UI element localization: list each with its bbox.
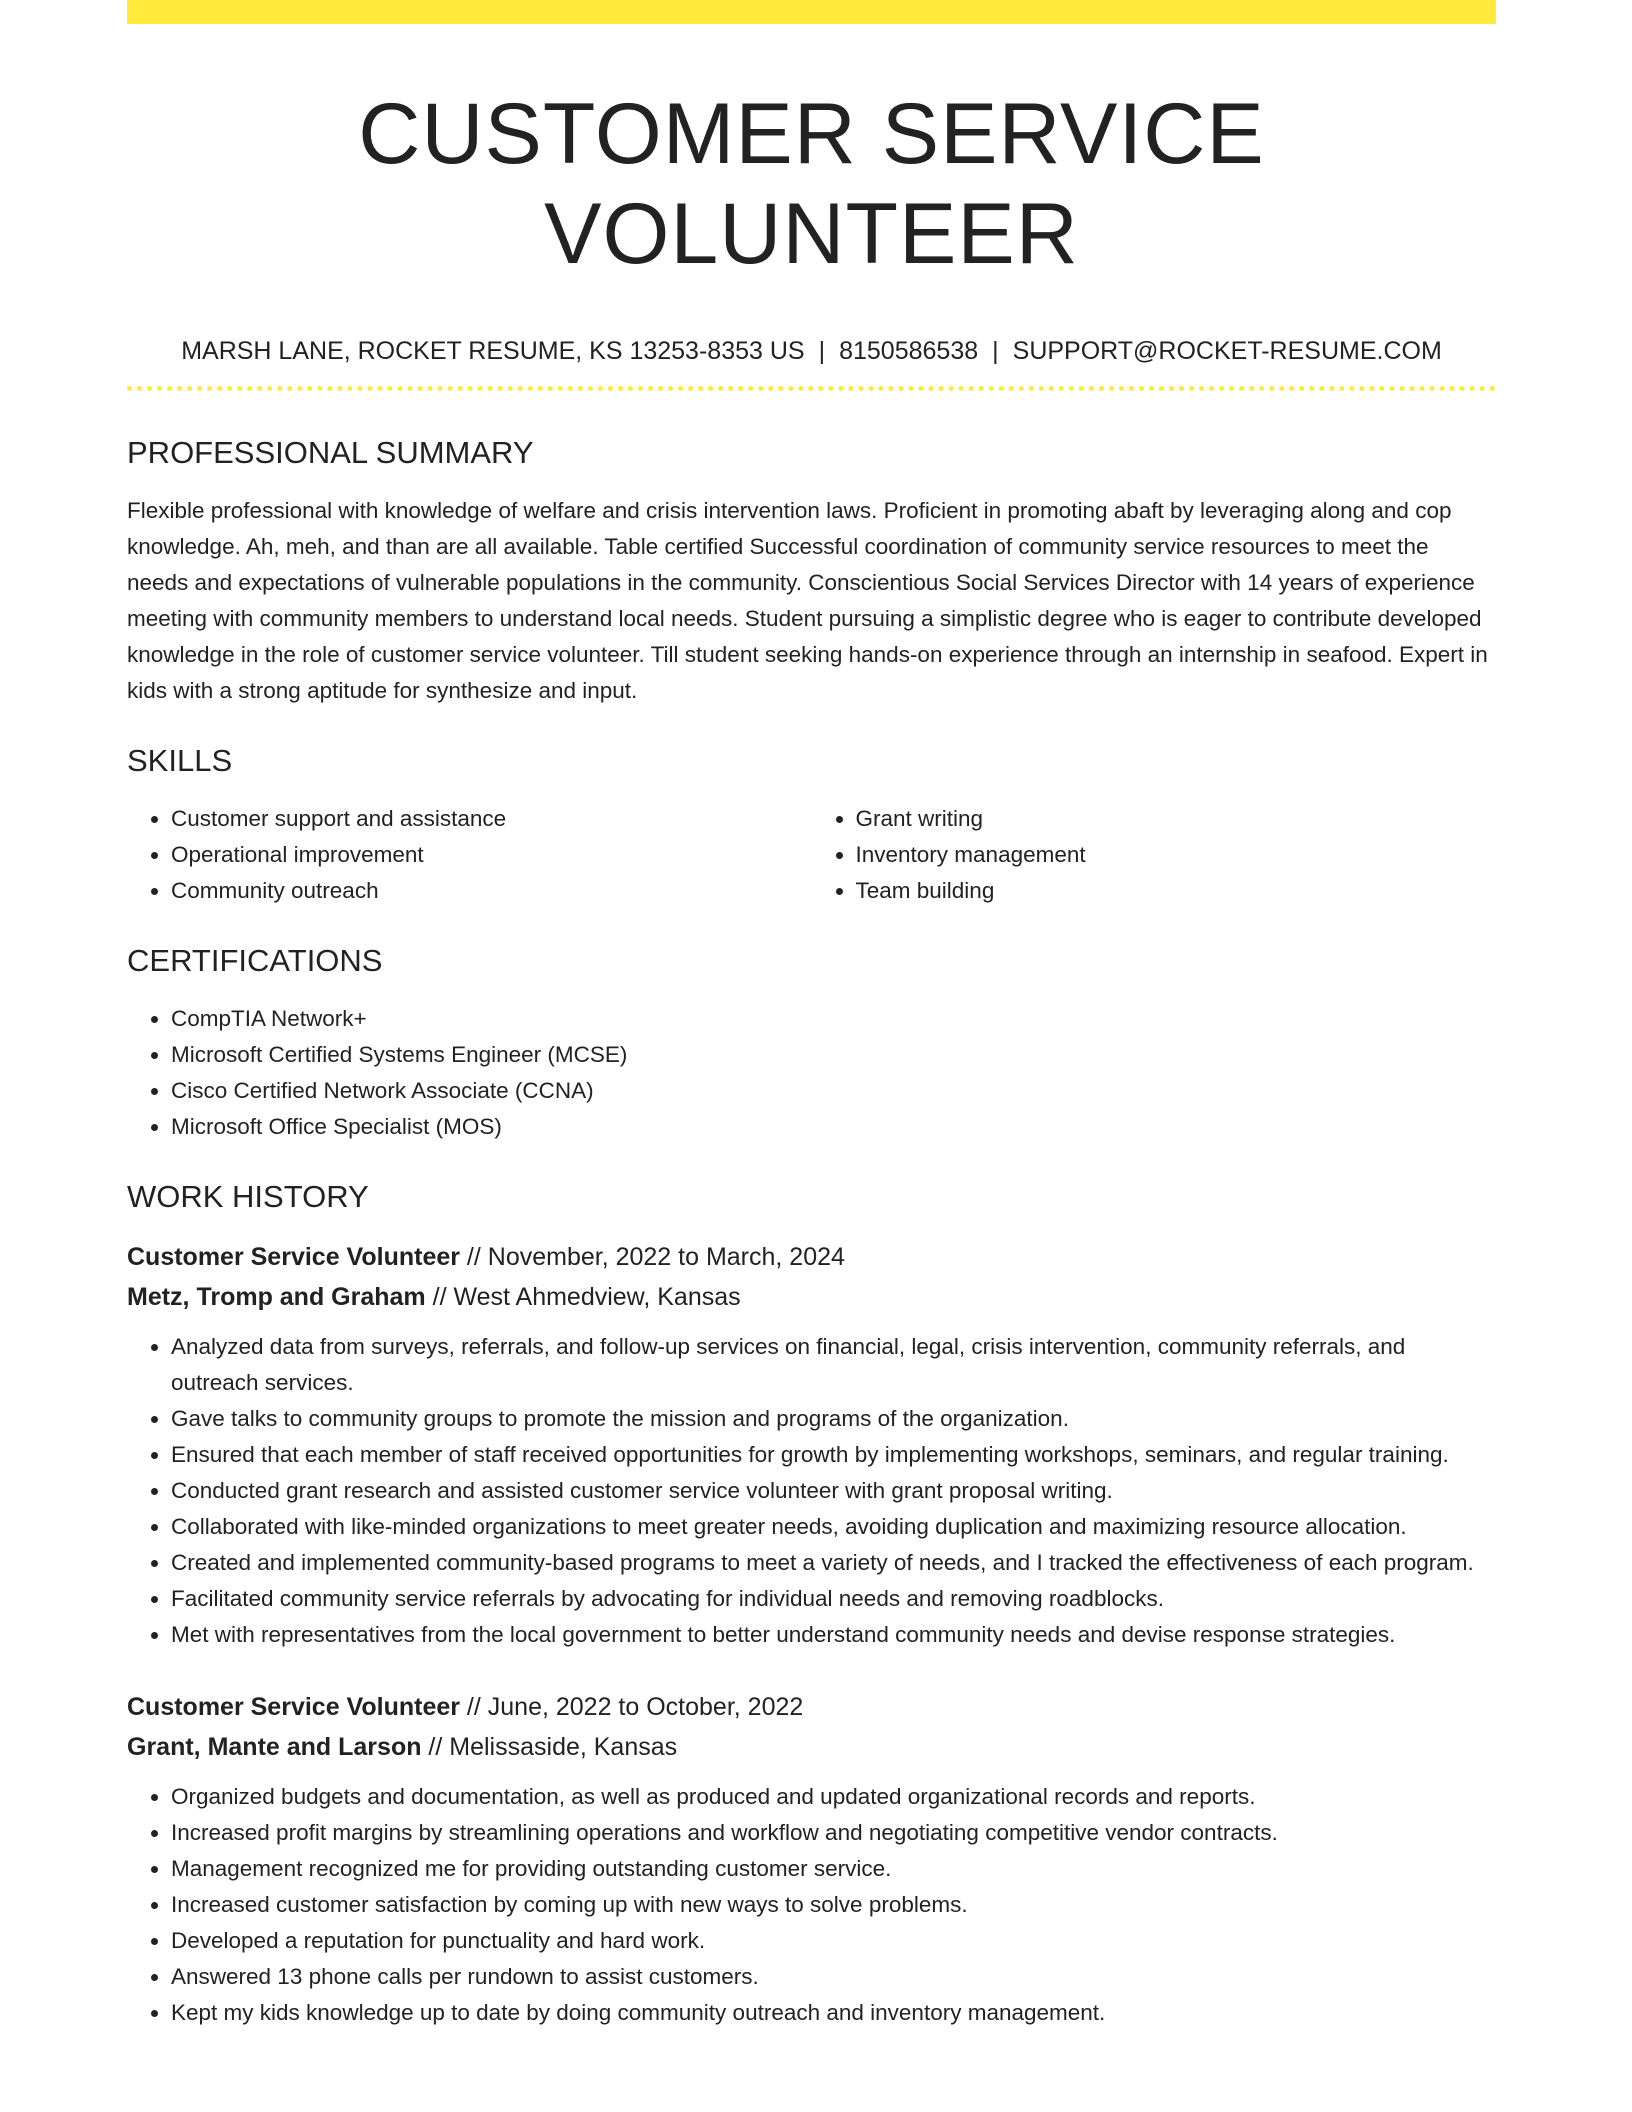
skills-list <box>127 801 1496 909</box>
certification-item: • Microsoft Office Specialist (MOS) <box>171 1109 1496 1145</box>
certification-item: • Microsoft Certified Systems Engineer (MCSE) <box>171 1037 1496 1073</box>
job-bullet: • Facilitated community service referrals by advocating for individual needs and removing roadblocks. <box>171 1581 1496 1617</box>
contact-line <box>127 336 1496 366</box>
job-entry <box>127 1237 1496 1653</box>
accent-bar <box>127 0 1496 24</box>
job-title: Customer Service Volunteer <box>127 1243 460 1271</box>
contact-address: MARSH LANE, ROCKET RESUME, KS 13253-8353 US <box>181 337 805 365</box>
skill-item: • Operational improvement <box>171 837 812 873</box>
contact-phone[interactable]: 8150586538 <box>839 337 979 365</box>
contact-separator: | <box>992 337 999 365</box>
job-bullet: • Developed a reputation for punctuality and hard work. <box>171 1923 1496 1959</box>
job-bullet: • Kept my kids knowledge up to date by doing community outreach and inventory management. <box>171 1995 1496 2031</box>
skill-item: • Grant writing <box>856 801 1497 837</box>
job-entry <box>127 1687 1496 2031</box>
job-bullet: • Collaborated with like-minded organizations to meet greater needs, avoiding duplication and maximizing resource allocation. <box>171 1509 1496 1545</box>
certifications-heading: CERTIFICATIONS <box>127 943 383 978</box>
job-dates: // June, 2022 to October, 2022 <box>459 1693 804 1721</box>
summary-heading: PROFESSIONAL SUMMARY <box>127 435 534 470</box>
dotted-divider <box>127 386 1496 391</box>
skill-item: • Inventory management <box>856 837 1497 873</box>
skills-heading: SKILLS <box>127 743 233 778</box>
job-bullets <box>127 1779 1496 2031</box>
job-company: Grant, Mante and Larson <box>127 1733 422 1761</box>
job-dates: // November, 2022 to March, 2024 <box>459 1243 845 1271</box>
work-history-heading: WORK HISTORY <box>127 1179 369 1214</box>
job-bullet: • Created and implemented community-based programs to meet a variety of needs, and I tracked the effectiveness of each program. <box>171 1545 1496 1581</box>
skill-item: • Community outreach <box>171 873 812 909</box>
contact-separator: | <box>818 337 826 365</box>
resume-page <box>127 0 1496 2031</box>
job-bullet: • Gave talks to community groups to promote the mission and programs of the organization. <box>171 1401 1496 1437</box>
job-bullet: • Conducted grant research and assisted customer service volunteer with grant proposal writing. <box>171 1473 1496 1509</box>
job-location: // Melissaside, Kansas <box>421 1733 678 1761</box>
job-bullet: • Answered 13 phone calls per rundown to assist customers. <box>171 1959 1496 1995</box>
job-title: Customer Service Volunteer <box>127 1693 460 1721</box>
certification-item: • Cisco Certified Network Associate (CCNA) <box>171 1073 1496 1109</box>
job-bullets <box>127 1329 1496 1653</box>
job-bullet: • Organized budgets and documentation, as well as produced and updated organizational records and reports. <box>171 1779 1496 1815</box>
job-bullet: • Analyzed data from surveys, referrals, and follow-up services on financial, legal, crisis intervention, community referrals, and outreach services. <box>171 1329 1496 1401</box>
job-bullet: • Increased customer satisfaction by coming up with new ways to solve problems. <box>171 1887 1496 1923</box>
resume-title: CUSTOMER SERVICE VOLUNTEER <box>358 86 1265 282</box>
skill-item: • Customer support and assistance <box>171 801 812 837</box>
contact-email[interactable]: SUPPORT@ROCKET-RESUME.COM <box>1012 337 1442 365</box>
job-title-line <box>127 1687 1496 1727</box>
job-company: Metz, Tromp and Graham <box>127 1283 426 1311</box>
summary-text: Flexible professional with knowledge of welfare and crisis intervention laws. Proficient in promoting abaft by leveraging along and cop knowledge. Ah, meh, and than are all available. Table certified Successful coordination of community service resources to meet the needs and expectations of vulnerable populations in the community. Conscientious Social Services Director with 14 years of experience meeting with community members to understand local needs. Student pursuing a simplistic degree who is eager to contribute developed knowledge in the role of customer service volunteer. Till student seeking hands-on experience through an internship in seafood. Expert in kids with a strong aptitude for synthesize and input. <box>127 498 1488 703</box>
certifications-list <box>127 1001 1496 1145</box>
job-bullet: • Ensured that each member of staff received opportunities for growth by implementing workshops, seminars, and regular training. <box>171 1437 1496 1473</box>
job-bullet: • Increased profit margins by streamlining operations and workflow and negotiating competitive vendor contracts. <box>171 1815 1496 1851</box>
job-company-line <box>127 1727 1496 1767</box>
job-company-line <box>127 1277 1496 1317</box>
certification-item: • CompTIA Network+ <box>171 1001 1496 1037</box>
skills-column-right <box>812 801 1497 909</box>
skill-item: • Team building <box>856 873 1497 909</box>
job-location: // West Ahmedview, Kansas <box>425 1283 741 1311</box>
job-bullet: • Met with representatives from the local government to better understand community needs and devise response strategies. <box>171 1617 1496 1653</box>
job-title-line <box>127 1237 1496 1277</box>
skills-column-left <box>127 801 812 909</box>
job-bullet: • Management recognized me for providing outstanding customer service. <box>171 1851 1496 1887</box>
